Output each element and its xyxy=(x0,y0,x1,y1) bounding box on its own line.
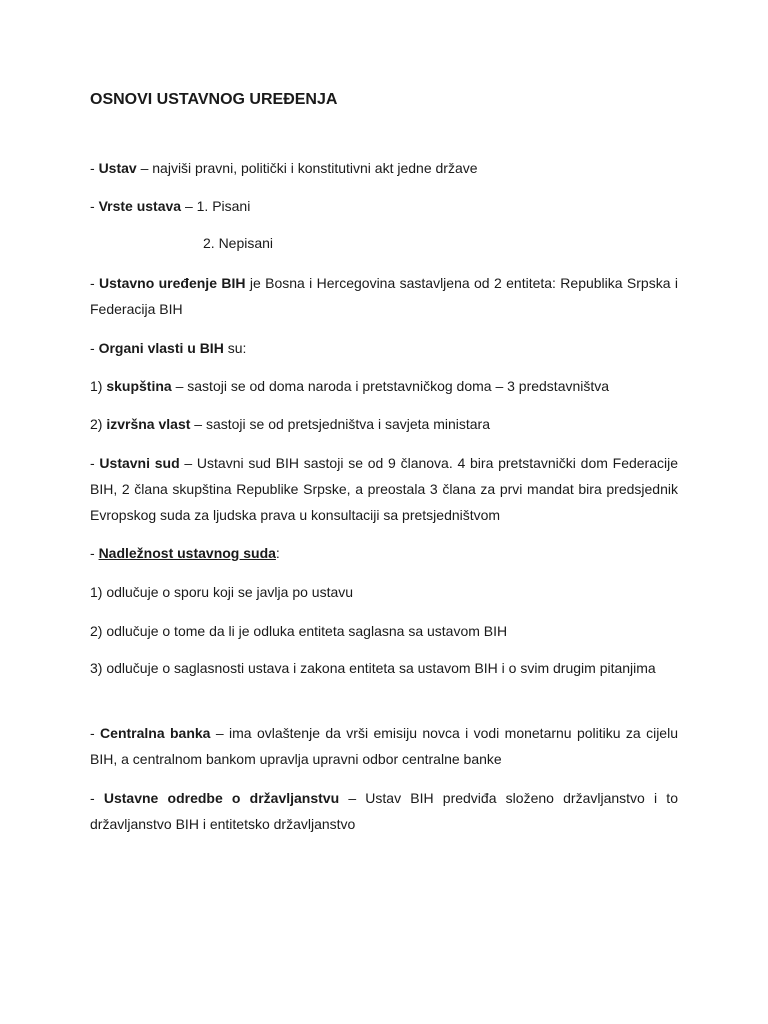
term-ustavno-uredjenje: Ustavno uređenje BIH xyxy=(99,275,246,291)
term-drzavljanstvo: Ustavne odredbe o državljanstvu xyxy=(103,790,340,806)
definition-text: – Ustavni sud BIH sastoji se od 9 članova. 4 bira pretstavnički dom Federacije BIH, 2 člana skupština Republike Srpske, a preostala 3 člana za prvi mandat bira predsjednik Evropskog suda za ljudska prava u konsultaciji sa pretsjedništvom xyxy=(90,455,679,523)
term-ustav: Ustav xyxy=(98,160,137,176)
paragraph-nadleznost-3: 3) odlučuje o saglasnosti ustava i zakona entiteta sa ustavom BIH i o svim drugim pitanjima xyxy=(90,660,656,676)
paragraph-ustav xyxy=(90,155,678,181)
dash: - xyxy=(90,545,99,561)
paragraph-izvrsna-vlast xyxy=(90,411,678,437)
list-number: 2) xyxy=(90,416,107,432)
dash: - xyxy=(90,340,99,356)
definition-text: – ima ovlaštenje da vrši emisiju novca i vodi monetarnu politiku za cijelu BIH, a centralnom bankom upravlja upravni odbor centralne banke xyxy=(90,725,678,767)
term-skupstina: skupština xyxy=(106,378,172,394)
dash: - xyxy=(90,198,99,214)
dash: - xyxy=(90,160,99,176)
paragraph-centralna-banka xyxy=(90,720,678,772)
paragraph-ustavno-uredjenje xyxy=(90,270,678,322)
paragraph-nadleznost xyxy=(90,540,678,566)
paragraph-nadleznost-1: 1) odlučuje o sporu koji se javlja po ustavu xyxy=(90,584,354,600)
dash: - xyxy=(90,725,101,741)
dash: - xyxy=(90,275,100,291)
term-nadleznost: Nadležnost ustavnog suda xyxy=(98,545,276,561)
definition-text: : xyxy=(275,545,280,561)
page-title: OSNOVI USTAVNOG UREĐENJA xyxy=(90,91,338,108)
paragraph-organi-vlasti xyxy=(90,335,678,361)
definition-text: – 1. Pisani xyxy=(181,198,251,214)
term-organi-vlasti: Organi vlasti u BIH xyxy=(98,340,224,356)
definition-text: – Ustav BIH predviđa složeno državljanstvo i to državljanstvo BIH i entitetsko državljanstvo xyxy=(90,790,678,832)
definition-text: su: xyxy=(223,340,247,356)
definition-text: – sastoji se od pretsjedništva i savjeta ministara xyxy=(190,416,490,432)
dash: - xyxy=(90,455,100,471)
paragraph-vrste-ustava xyxy=(90,193,678,219)
paragraph-skupstina xyxy=(90,373,678,399)
term-izvrsna-vlast: izvršna vlast xyxy=(106,416,191,432)
definition-text: je Bosna i Hercegovina sastavljena od 2 entiteta: Republika Srpska i Federacija BIH xyxy=(90,275,678,317)
term-ustavni-sud: Ustavni sud xyxy=(99,455,180,471)
paragraph-ustavni-sud xyxy=(90,450,678,528)
paragraph-nepisani: 2. Nepisani xyxy=(203,235,274,251)
paragraph-nadleznost-2: 2) odlučuje o tome da li je odluka entiteta saglasna sa ustavom BIH xyxy=(90,623,508,639)
dash: - xyxy=(90,790,104,806)
definition-text: – sastoji se od doma naroda i pretstavničkog doma – 3 predstavništva xyxy=(171,378,610,394)
list-number: 1) xyxy=(90,378,107,394)
term-vrste-ustava: Vrste ustava xyxy=(98,198,182,214)
term-centralna-banka: Centralna banka xyxy=(100,725,211,741)
paragraph-drzavljanstvo xyxy=(90,785,678,837)
definition-text: – najviši pravni, politički i konstitutivni akt jedne države xyxy=(136,160,478,176)
